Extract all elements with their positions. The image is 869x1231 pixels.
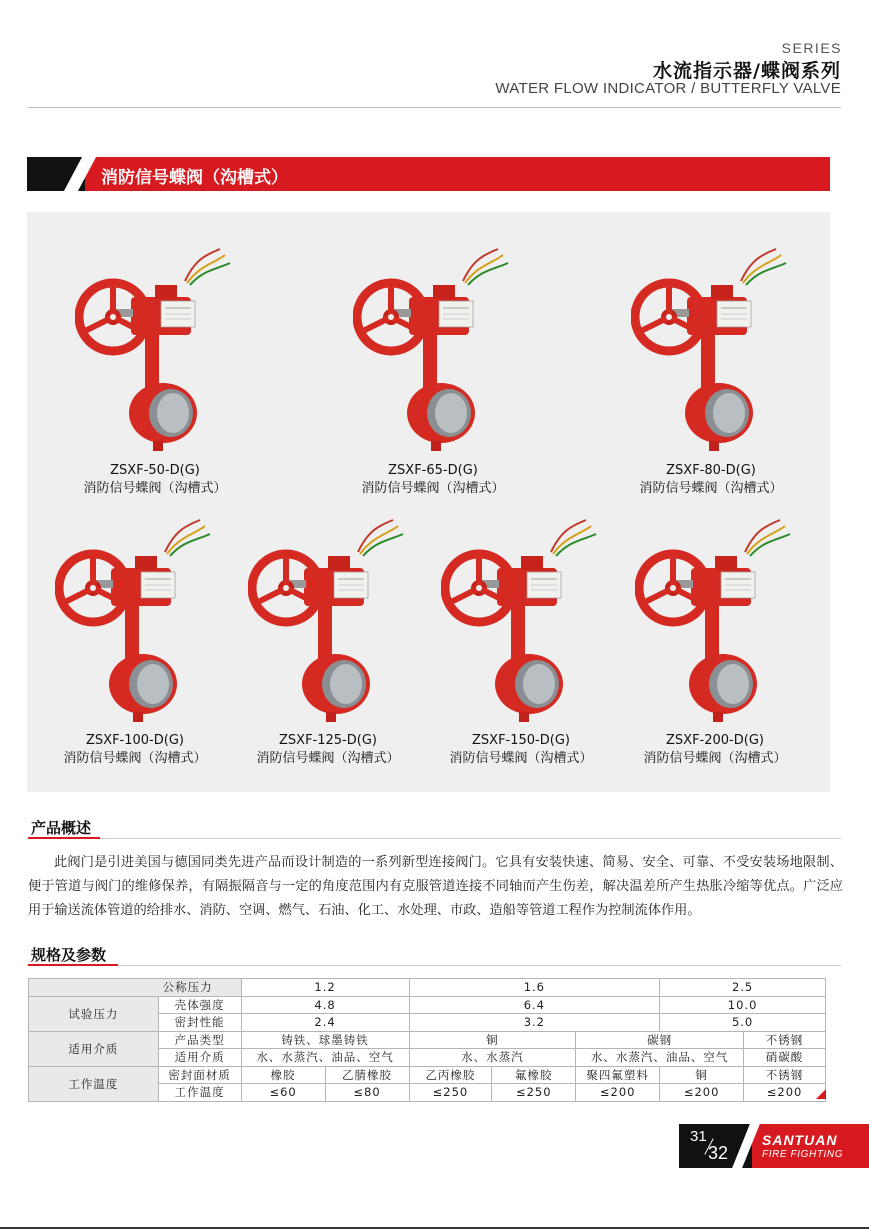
overview-heading: 产品概述 xyxy=(31,819,92,837)
valve-image xyxy=(75,240,235,460)
shell-strength-cell: 10.0 xyxy=(660,996,826,1014)
product-model: ZSXF-65-D(G) xyxy=(388,463,478,478)
seal-cell: 5.0 xyxy=(660,1014,826,1032)
valve-image xyxy=(635,512,795,730)
media-cell: 水、水蒸汽 xyxy=(409,1049,576,1067)
valve-image xyxy=(441,512,601,730)
seal-material-cell: 氟橡胶 xyxy=(492,1066,576,1084)
table-row xyxy=(29,1031,826,1049)
shell-strength-cell: 6.4 xyxy=(409,996,660,1014)
product-name: 消防信号蝶阀（沟槽式） xyxy=(256,751,400,766)
seal-material-cell: 乙丙橡胶 xyxy=(409,1066,492,1084)
valve-image xyxy=(248,512,408,730)
page-number-right: 32 xyxy=(708,1143,729,1163)
pressure-cell: 1.6 xyxy=(409,979,660,997)
product-type-cell: 铸铁、球墨铸铁 xyxy=(241,1031,409,1049)
brand-subtitle: FIRE FIGHTING xyxy=(762,1149,844,1160)
product-name: 消防信号蝶阀（沟槽式） xyxy=(643,751,787,766)
product-type-cell: 不锈钢 xyxy=(744,1031,826,1049)
temp-cell: ≤250 xyxy=(492,1084,576,1102)
product-panel xyxy=(27,212,830,792)
temp-cell: ≤200 xyxy=(576,1084,660,1102)
valve-image xyxy=(353,240,513,460)
product-model: ZSXF-200-D(G) xyxy=(666,733,764,748)
valve-image xyxy=(631,240,791,460)
table-row xyxy=(29,979,826,997)
media-cell: 硝碳酸 xyxy=(744,1049,826,1067)
product-model: ZSXF-80-D(G) xyxy=(666,463,756,478)
header-divider xyxy=(28,107,841,108)
temp-cell: ≤200 xyxy=(660,1084,744,1102)
header-title-cn: 水流指示器/蝶阀系列 xyxy=(653,60,841,82)
temp-label: 工作温度 xyxy=(158,1084,241,1102)
product-model: ZSXF-125-D(G) xyxy=(279,733,377,748)
seal-material-cell: 铜 xyxy=(660,1066,744,1084)
product-card xyxy=(228,512,428,768)
product-type-label: 产品类型 xyxy=(158,1031,241,1049)
overview-text: 此阀门是引进美国与德国同类先进产品而设计制造的一系列新型连接阀门。它具有安装快速、简易、安全、可靠、不受安装场地限制、便于管道与阀门的维修保养，有隔振隔音与一定的角度范围内有克服管道连接不同轴而产生伤差，解决温差所产生热胀冷缩等优点。广泛应用于输送流体管道的给排水、消防、空调、燃气、石油、化工、水处理、市政、造船等管道工程作为控制流体作用。 xyxy=(28,855,843,918)
product-name: 消防信号蝶阀（沟槽式） xyxy=(639,481,783,496)
pressure-cell: 2.5 xyxy=(660,979,826,997)
spec-rule xyxy=(28,965,841,966)
product-card xyxy=(611,240,811,498)
spec-heading: 规格及参数 xyxy=(31,946,107,964)
product-type-cell: 碳钢 xyxy=(576,1031,744,1049)
seal-cell: 2.4 xyxy=(241,1014,409,1032)
pressure-cell: 1.2 xyxy=(241,979,409,997)
seal-cell: 3.2 xyxy=(409,1014,660,1032)
table-corner-mark xyxy=(816,1089,826,1099)
seal-material-cell: 乙腈橡胶 xyxy=(325,1066,409,1084)
nominal-pressure-label: 公称压力 xyxy=(29,979,242,997)
product-card xyxy=(615,512,815,768)
product-card xyxy=(333,240,533,498)
brand-name: SANTUAN xyxy=(762,1132,838,1148)
valve-image xyxy=(55,512,215,730)
table-row xyxy=(29,996,826,1014)
work-temp-label: 工作温度 xyxy=(29,1066,159,1101)
bottom-divider xyxy=(0,1227,869,1229)
overview-accent xyxy=(28,837,100,839)
seal-material-cell: 聚四氟塑料 xyxy=(576,1066,660,1084)
seal-material-cell: 不锈钢 xyxy=(744,1066,826,1084)
product-card xyxy=(35,512,235,768)
product-model: ZSXF-50-D(G) xyxy=(110,463,200,478)
media-cell: 水、水蒸汽、油品、空气 xyxy=(576,1049,744,1067)
temp-cell: ≤200 xyxy=(744,1084,826,1102)
product-model: ZSXF-100-D(G) xyxy=(86,733,184,748)
spec-accent xyxy=(28,964,118,966)
product-name: 消防信号蝶阀（沟槽式） xyxy=(63,751,207,766)
spec-table xyxy=(28,978,826,1102)
table-row xyxy=(29,1066,826,1084)
shell-strength-label: 壳体强度 xyxy=(158,996,241,1014)
page-number-left: 31 xyxy=(690,1128,707,1145)
test-pressure-label: 试验压力 xyxy=(29,996,159,1031)
temp-cell: ≤250 xyxy=(409,1084,492,1102)
product-name: 消防信号蝶阀（沟槽式） xyxy=(83,481,227,496)
media-label: 适用介质 xyxy=(158,1049,241,1067)
section-title-bar xyxy=(27,157,830,191)
overview-rule xyxy=(28,838,841,839)
product-card xyxy=(55,240,255,498)
temp-cell: ≤80 xyxy=(325,1084,409,1102)
product-card xyxy=(421,512,621,768)
shell-strength-cell: 4.8 xyxy=(241,996,409,1014)
header-series: SERIES xyxy=(781,40,842,56)
seal-material-cell: 橡胶 xyxy=(241,1066,325,1084)
seal-label: 密封性能 xyxy=(158,1014,241,1032)
temp-cell: ≤60 xyxy=(241,1084,325,1102)
header-title-en: WATER FLOW INDICATOR / BUTTERFLY VALVE xyxy=(495,80,841,97)
product-type-cell: 铜 xyxy=(409,1031,576,1049)
product-name: 消防信号蝶阀（沟槽式） xyxy=(449,751,593,766)
medium-label: 适用介质 xyxy=(29,1031,159,1066)
seal-material-label: 密封面材质 xyxy=(158,1066,241,1084)
media-cell: 水、水蒸汽、油品、空气 xyxy=(241,1049,409,1067)
section-title: 消防信号蝶阀（沟槽式） xyxy=(101,168,288,188)
product-model: ZSXF-150-D(G) xyxy=(472,733,570,748)
product-name: 消防信号蝶阀（沟槽式） xyxy=(361,481,505,496)
